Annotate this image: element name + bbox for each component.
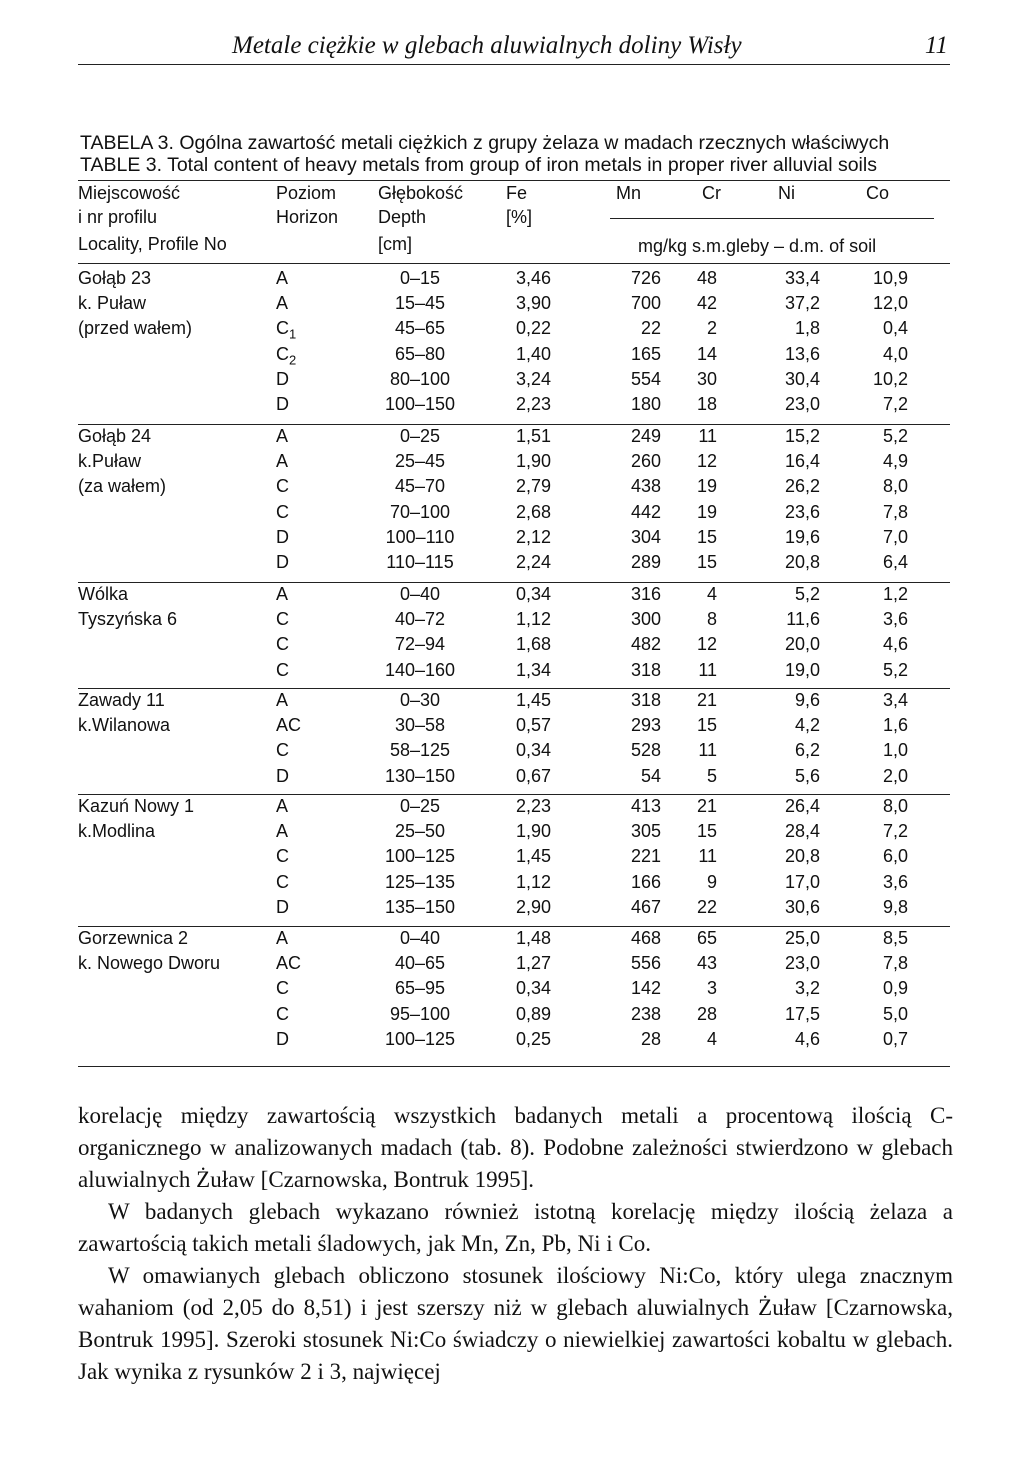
cell-depth: 72–94	[394, 634, 446, 655]
cell-mn: 726	[630, 268, 661, 288]
cell-cr: 15	[696, 526, 717, 547]
cell-mn: 700	[630, 293, 661, 314]
cell-co: 9,8	[882, 896, 908, 917]
cell-depth: 0–40	[399, 584, 441, 604]
cell-ni: 13,6	[784, 343, 820, 364]
header-depth-en: Depth	[378, 207, 427, 227]
cell-hor: D	[276, 1028, 289, 1049]
cell-fe: 2,68	[515, 501, 551, 522]
cell-co: 10,9	[872, 268, 908, 288]
cell-ni: 20,8	[784, 846, 820, 867]
cell-loc: Gołąb 24	[78, 426, 152, 446]
cell-cr: 15	[696, 715, 717, 736]
cell-hor: D	[276, 896, 289, 917]
cell-co: 7,2	[882, 394, 908, 414]
cell-ni: 5,6	[794, 765, 820, 786]
cell-co: 8,0	[882, 476, 908, 497]
cell-ni: 1,8	[794, 318, 820, 339]
cell-depth: 45–70	[394, 476, 446, 497]
cell-loc: k.Wilanowa	[78, 715, 171, 736]
cell-depth: 25–45	[394, 451, 446, 472]
cell-loc: k.Modlina	[78, 821, 156, 842]
cell-fe: 0,67	[515, 765, 551, 786]
cell-cr: 22	[696, 896, 717, 917]
cell-loc: Gorzewnica 2	[78, 928, 189, 948]
cell-cr: 11	[698, 659, 717, 680]
cell-ni: 17,0	[784, 871, 820, 892]
cell-depth: 70–100	[389, 501, 451, 522]
group-divider-rule	[78, 1066, 950, 1067]
table-caption-en: TABLE 3. Total content of heavy metals from group of iron metals in proper river alluvial soils	[80, 154, 877, 176]
cell-fe: 2,23	[515, 796, 551, 816]
cell-hor: C	[276, 978, 289, 999]
cell-hor: D	[276, 394, 289, 414]
cell-hor: C	[276, 740, 289, 761]
cell-mn: 467	[630, 896, 661, 917]
cell-fe: 1,27	[515, 953, 551, 974]
cell-ni: 4,6	[794, 1028, 820, 1049]
header-cr: Cr	[702, 183, 721, 203]
cell-cr: 15	[696, 552, 717, 572]
cell-depth: 100–125	[384, 1028, 456, 1049]
cell-hor: C	[276, 634, 289, 655]
cell-ni: 20,0	[784, 634, 820, 655]
cell-co: 6,4	[882, 552, 908, 572]
cell-hor: C	[276, 659, 289, 680]
cell-cr: 21	[696, 690, 717, 710]
cell-mn: 304	[630, 526, 661, 547]
cell-cr: 28	[696, 1003, 717, 1024]
cell-cr: 19	[696, 476, 717, 497]
paragraph-3: W omawianych glebach obliczono stosunek ilościowy Ni:Co, który ulega znacznym wahaniom (od 2,05 do 8,51) i jest szerszy niż w glebach aluwialnych Żuław [Czarnowska, Bontruk 1995]. Szeroki stosunek Ni:Co świadczy o niewielkiej zawartości kobaltu w glebach. Jak wynika z rysunków 2 i 3, najwięcej	[78, 1263, 953, 1384]
cell-hor: A	[276, 584, 289, 604]
cell-hor: $C_1$	[276, 318, 297, 342]
cell-ni: 33,4	[784, 268, 820, 288]
cell-mn: 300	[630, 609, 661, 630]
cell-mn: 413	[630, 796, 661, 816]
cell-hor: D	[276, 765, 289, 786]
cell-hor: A	[276, 268, 289, 288]
cell-mn: 166	[630, 871, 661, 892]
cell-depth: 100–125	[384, 846, 456, 867]
header-horizon-en: Horizon	[276, 207, 339, 227]
cell-hor: C	[276, 1003, 289, 1024]
cell-co: 5,2	[882, 659, 908, 680]
cell-mn: 238	[630, 1003, 661, 1024]
header-depth-pl: Głębokość	[378, 183, 464, 203]
cell-cr: 19	[696, 501, 717, 522]
cell-depth: 15–45	[394, 293, 446, 314]
horizon-subscript: 1	[289, 326, 297, 342]
cell-depth: 65–95	[394, 978, 446, 999]
cell-fe: 1,68	[515, 634, 551, 655]
group-divider-rule	[78, 424, 950, 425]
cell-fe: 0,34	[515, 978, 551, 999]
cell-depth: 0–15	[399, 268, 441, 288]
cell-ni: 9,6	[794, 690, 820, 710]
cell-cr: 48	[696, 268, 717, 288]
cell-cr: 4	[706, 584, 717, 604]
cell-fe: 3,46	[515, 268, 551, 288]
cell-co: 1,2	[882, 584, 908, 604]
cell-fe: 0,34	[515, 740, 551, 761]
cell-co: 7,8	[882, 953, 908, 974]
table-header-rule	[78, 263, 950, 264]
cell-hor: A	[276, 796, 289, 816]
cell-depth: 110–115	[386, 552, 454, 572]
cell-depth: 80–100	[389, 368, 451, 389]
cell-mn: 28	[640, 1028, 661, 1049]
cell-mn: 305	[630, 821, 661, 842]
cell-loc: Tyszyńska 6	[78, 609, 178, 630]
cell-ni: 19,6	[784, 526, 820, 547]
cell-hor: A	[276, 293, 289, 314]
cell-hor: AC	[276, 953, 302, 974]
table-caption-pl: TABELA 3. Ogólna zawartość metali ciężkich z grupy żelaza w madach rzecznych właściwych	[80, 132, 890, 154]
cell-loc: Wólka	[78, 584, 129, 604]
cell-cr: 21	[696, 796, 717, 816]
cell-depth: 100–110	[385, 526, 455, 547]
cell-hor: C	[276, 501, 289, 522]
cell-fe: 1,48	[515, 928, 551, 948]
cell-depth: 130–150	[384, 765, 456, 786]
cell-ni: 26,2	[784, 476, 820, 497]
header-depth-unit: [cm]	[378, 234, 412, 254]
cell-ni: 11,6	[786, 609, 820, 630]
page-number: 11	[924, 32, 948, 59]
cell-fe: 3,24	[515, 368, 551, 389]
cell-co: 0,4	[882, 318, 908, 339]
cell-mn: 482	[630, 634, 661, 655]
cell-co: 4,9	[882, 451, 908, 472]
cell-fe: 1,90	[515, 451, 551, 472]
header-fe: Fe	[506, 183, 528, 203]
cell-mn: 554	[630, 368, 661, 389]
cell-co: 0,7	[882, 1028, 908, 1049]
cell-depth: 40–65	[394, 953, 446, 974]
cell-hor: C	[276, 476, 289, 497]
cell-cr: 65	[696, 928, 717, 948]
cell-ni: 26,4	[784, 796, 820, 816]
cell-fe: 0,25	[515, 1028, 551, 1049]
cell-ni: 4,2	[794, 715, 820, 736]
cell-fe: 1,12	[515, 871, 551, 892]
cell-fe: 1,45	[515, 690, 551, 710]
cell-co: 4,6	[882, 634, 908, 655]
cell-ni: 5,2	[794, 584, 820, 604]
cell-depth: 65–80	[394, 343, 446, 364]
cell-hor: C	[276, 846, 289, 867]
cell-loc: Kazuń Nowy 1	[78, 796, 195, 816]
cell-fe: 0,57	[515, 715, 551, 736]
cell-depth: 45–65	[394, 318, 446, 339]
cell-depth: 135–150	[384, 896, 456, 917]
cell-ni: 28,4	[784, 821, 820, 842]
cell-loc: k. Puław	[78, 293, 147, 314]
cell-cr: 12	[696, 451, 717, 472]
cell-fe: 2,90	[515, 896, 551, 917]
group-divider-rule	[78, 794, 950, 795]
cell-hor: AC	[276, 715, 302, 736]
header-profile-pl: i nr profilu	[78, 207, 158, 227]
cell-fe: 2,12	[515, 526, 551, 547]
cell-co: 3,6	[882, 609, 908, 630]
cell-co: 12,0	[872, 293, 908, 314]
cell-ni: 17,5	[784, 1003, 820, 1024]
cell-ni: 37,2	[784, 293, 820, 314]
cell-mn: 442	[630, 501, 661, 522]
cell-fe: 1,51	[515, 426, 551, 446]
cell-depth: 0–25	[399, 796, 441, 816]
cell-co: 3,6	[882, 871, 908, 892]
cell-ni: 23,0	[784, 953, 820, 974]
cell-loc: Zawady 11	[78, 690, 165, 710]
cell-ni: 30,4	[784, 368, 820, 389]
cell-hor: A	[276, 426, 289, 446]
cell-hor: A	[276, 451, 289, 472]
cell-loc: (za wałem)	[78, 476, 167, 497]
header-unit-rule	[610, 218, 934, 219]
header-ni: Ni	[778, 183, 795, 203]
cell-fe: 1,12	[515, 609, 551, 630]
cell-depth: 95–100	[389, 1003, 451, 1024]
cell-ni: 20,8	[784, 552, 820, 572]
cell-hor: A	[276, 690, 289, 710]
cell-co: 1,0	[882, 740, 908, 761]
cell-fe: 0,34	[515, 584, 551, 604]
horizon-subscript: 2	[289, 352, 297, 368]
group-divider-rule	[78, 688, 950, 689]
cell-mn: 165	[630, 343, 661, 364]
cell-fe: 0,89	[515, 1003, 551, 1024]
cell-ni: 16,4	[784, 451, 820, 472]
cell-cr: 43	[696, 953, 717, 974]
cell-co: 10,2	[872, 368, 908, 389]
cell-mn: 22	[640, 318, 661, 339]
cell-co: 2,0	[882, 765, 908, 786]
cell-cr: 9	[706, 871, 717, 892]
group-divider-rule	[78, 582, 950, 583]
cell-depth: 30–58	[394, 715, 446, 736]
cell-fe: 1,45	[515, 846, 551, 867]
cell-cr: 5	[706, 765, 717, 786]
cell-cr: 12	[696, 634, 717, 655]
cell-cr: 42	[696, 293, 717, 314]
cell-ni: 25,0	[784, 928, 820, 948]
cell-cr: 8	[706, 609, 717, 630]
cell-fe: 1,40	[515, 343, 551, 364]
cell-mn: 221	[630, 846, 661, 867]
cell-ni: 19,0	[784, 659, 820, 680]
cell-ni: 3,2	[794, 978, 820, 999]
cell-fe: 2,79	[515, 476, 551, 497]
cell-ni: 30,6	[784, 896, 820, 917]
cell-cr: 11	[698, 846, 717, 867]
cell-co: 7,0	[882, 526, 908, 547]
cell-co: 4,0	[882, 343, 908, 364]
cell-depth: 0–25	[399, 426, 441, 446]
cell-depth: 25–50	[394, 821, 446, 842]
cell-cr: 2	[706, 318, 717, 339]
cell-mn: 260	[630, 451, 661, 472]
cell-hor: D	[276, 368, 289, 389]
cell-fe: 1,90	[515, 821, 551, 842]
cell-cr: 15	[696, 821, 717, 842]
cell-fe: 0,22	[515, 318, 551, 339]
cell-co: 0,9	[882, 978, 908, 999]
cell-hor: D	[276, 552, 289, 572]
cell-co: 6,0	[882, 846, 908, 867]
cell-co: 7,8	[882, 501, 908, 522]
cell-co: 7,2	[882, 821, 908, 842]
cell-co: 1,6	[882, 715, 908, 736]
cell-depth: 0–30	[399, 690, 441, 710]
cell-loc: k. Nowego Dworu	[78, 953, 221, 974]
cell-mn: 249	[630, 426, 661, 446]
cell-fe: 2,23	[515, 394, 551, 414]
cell-co: 3,4	[882, 690, 908, 710]
header-unit: mg/kg s.m.gleby – d.m. of soil	[638, 236, 877, 256]
cell-depth: 58–125	[389, 740, 451, 761]
cell-co: 5,2	[882, 426, 908, 446]
cell-co: 8,0	[882, 796, 908, 816]
body-text	[78, 1100, 953, 1388]
header-locality-pl: Miejscowość	[78, 183, 181, 203]
cell-loc: k.Puław	[78, 451, 142, 472]
cell-fe: 1,34	[515, 659, 551, 680]
cell-mn: 142	[630, 978, 661, 999]
cell-depth: 125–135	[384, 871, 456, 892]
cell-mn: 318	[630, 659, 661, 680]
cell-depth: 0–40	[399, 928, 441, 948]
cell-mn: 556	[630, 953, 661, 974]
cell-mn: 438	[630, 476, 661, 497]
cell-cr: 11	[698, 426, 717, 446]
cell-hor: D	[276, 526, 289, 547]
paragraph-1: korelację między zawartością wszystkich badanych metali a procentową ilością C-organicznego w analizowanych madach (tab. 8). Podobne zależności stwierdzono w glebach aluwialnych Żuław [Czarnowska, Bontruk 1995].	[78, 1103, 953, 1192]
cell-mn: 293	[630, 715, 661, 736]
cell-ni: 6,2	[794, 740, 820, 761]
cell-cr: 30	[696, 368, 717, 389]
cell-mn: 468	[630, 928, 661, 948]
cell-ni: 23,6	[784, 501, 820, 522]
cell-depth: 100–150	[384, 394, 456, 414]
cell-ni: 23,0	[784, 394, 820, 414]
cell-fe: 2,24	[515, 552, 551, 572]
running-head-title: Metale ciężkie w glebach aluwialnych doliny Wisły	[232, 32, 742, 59]
cell-hor: C	[276, 871, 289, 892]
header-horizon-pl: Poziom	[276, 183, 337, 203]
cell-cr: 11	[698, 740, 717, 761]
cell-mn: 54	[640, 765, 661, 786]
cell-cr: 4	[706, 1028, 717, 1049]
cell-mn: 316	[630, 584, 661, 604]
group-divider-rule	[78, 926, 950, 927]
header-co: Co	[866, 183, 890, 203]
cell-mn: 180	[630, 394, 661, 414]
cell-hor: A	[276, 821, 289, 842]
paragraph-2: W badanych glebach wykazano również istotną korelację między ilością żelaza a zawartością takich metali śladowych, jak Mn, Zn, Pb, Ni i Co.	[78, 1199, 953, 1256]
cell-mn: 289	[630, 552, 661, 572]
cell-hor: A	[276, 928, 289, 948]
cell-depth: 40–72	[394, 609, 446, 630]
cell-co: 8,5	[882, 928, 908, 948]
cell-fe: 3,90	[515, 293, 551, 314]
cell-cr: 18	[696, 394, 717, 414]
cell-mn: 318	[630, 690, 661, 710]
header-mn: Mn	[616, 183, 642, 203]
cell-loc: Gołąb 23	[78, 268, 152, 288]
cell-depth: 140–160	[384, 659, 456, 680]
table-top-rule	[78, 180, 950, 181]
cell-cr: 14	[696, 343, 717, 364]
cell-ni: 15,2	[784, 426, 820, 446]
header-locality-en: Locality, Profile No	[78, 234, 227, 254]
cell-hor: $C_2$	[276, 343, 297, 368]
cell-loc: (przed wałem)	[78, 318, 193, 339]
header-fe-unit: [%]	[506, 207, 533, 227]
cell-co: 5,0	[882, 1003, 908, 1024]
running-head	[78, 30, 950, 65]
cell-mn: 528	[630, 740, 661, 761]
cell-cr: 3	[706, 978, 717, 999]
cell-hor: C	[276, 609, 289, 630]
